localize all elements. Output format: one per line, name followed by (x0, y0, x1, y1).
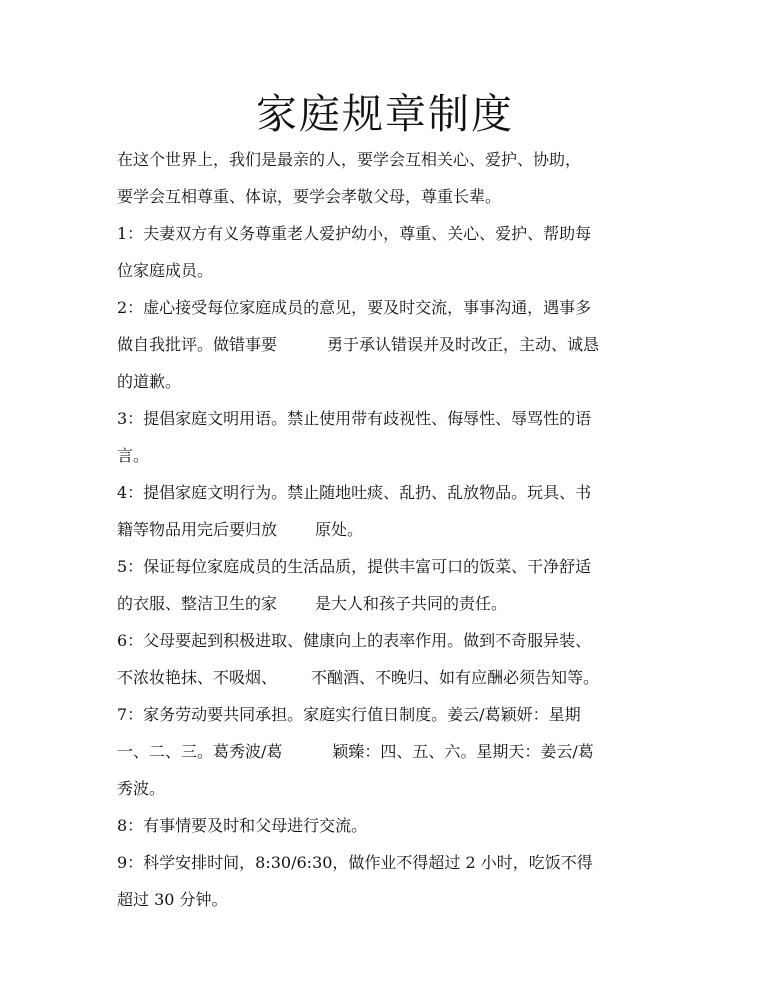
document-title: 家庭规章制度 (256, 90, 514, 138)
body-line-10: 4：提倡家庭文明行为。禁止随地吐痰、乱扔、乱放物品。玩具、书 (117, 483, 592, 502)
body-line-1: 在这个世界上，我们是最亲的人，要学会互相关心、爱护、协助， (117, 150, 582, 169)
body-line-20: 9：科学安排时间，8:30/6:30，做作业不得超过 2 小时，吃饭不得 (117, 853, 593, 872)
body-line-15-part-1: 不浓妆艳抹、不吸烟、 (117, 668, 278, 687)
body-line-21: 超过 30 分钟。 (117, 890, 228, 909)
body-line-13 (117, 593, 662, 615)
body-line-8: 3：提倡家庭文明用语。禁止使用带有歧视性、侮辱性、辱骂性的语 (117, 409, 592, 428)
body-line-4: 位家庭成员。 (117, 261, 214, 280)
body-line-17 (117, 741, 662, 763)
body-line-13-part-1: 的衣服、整洁卫生的家 (117, 594, 278, 613)
body-line-13-part-2: 是大人和孩子共同的责任。 (315, 594, 508, 613)
body-line-2: 要学会互相尊重、体谅，要学会孝敬父母，尊重长辈。 (117, 187, 502, 206)
body-line-7: 的道歉。 (117, 372, 182, 391)
body-line-15-part-2: 不酗酒、不晚归、如有应酬必须告知等。 (311, 668, 600, 687)
body-line-3: 1：夫妻双方有义务尊重老人爱护幼小，尊重、关心、爱护、帮助每 (117, 224, 592, 243)
body-line-17-part-2: 颖臻：四、五、六。星期天：姜云/葛 (332, 742, 594, 761)
body-line-6-part-2: 勇于承认错误并及时改正，主动、诚恳 (327, 335, 600, 354)
body-line-18: 秀波。 (117, 779, 166, 798)
body-line-6 (117, 334, 662, 356)
body-line-12: 5：保证每位家庭成员的生活品质，提供丰富可口的饭菜、干净舒适 (117, 557, 592, 576)
body-line-5: 2：虚心接受每位家庭成员的意见，要及时交流，事事沟通，遇事多 (117, 298, 592, 317)
body-line-19: 8：有事情要及时和父母进行交流。 (117, 816, 368, 835)
body-line-6-part-1: 做自我批评。做错事要 (117, 335, 278, 354)
body-line-11-part-1: 籍等物品用完后要归放 (117, 520, 278, 539)
body-line-16: 7：家务劳动要共同承担。家庭实行值日制度。姜云/葛颖妍：星期 (117, 705, 581, 724)
body-line-17-part-1: 一、二、三。葛秀波/葛 (117, 742, 283, 761)
body-line-11-part-2: 原处。 (315, 520, 364, 539)
body-line-9: 言。 (117, 446, 150, 465)
body-line-14: 6：父母要起到积极进取、健康向上的表率作用。做到不奇服异装、 (117, 631, 592, 650)
body-line-11 (117, 519, 662, 541)
body-line-15 (117, 667, 662, 689)
